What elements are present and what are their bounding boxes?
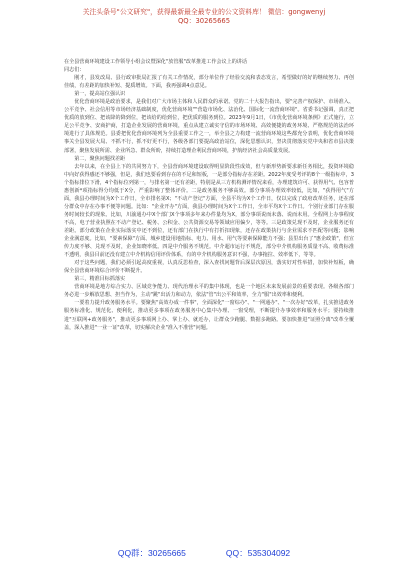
footer-qq-group: QQ群：30265665 (117, 548, 186, 558)
paragraph-section-2: 去年以来，在全县上下的共同努力下，全县营商环境建设取得明显阶段性成效，但与新形势新要求新任务相比，投资环境稳中向好获得感还不够强，但是，我们也要看到存在的不足和短板，一是部分指标存在差距。2022年度受考评的8个一级指标中，3个指标排位下滑，4个指标位列第一，与排名第一还有差距，特别是从三方机构测评情况来看，办理建筑许可、获得用气、包容普惠创新*项指标得分均低于X分，严重影响了整体评价。二是政务服务不够高效。部分事项办理效率较低，比如，"获得用气"方面，我县办理时间为X个工作日，全市排名第X；"不动产登记"方面，全县平均为X个工作日，仅以完成了政府改革任务，还在部分群众中存在办事不便等问题。比如："企业开办"方面，我县办理时间为X个工作日，全市平均X个工作日。个别行业部门存在服务时间较长的现象。比如，川渝通办中X个部门X个事项多年来办件量均为X，部分事项说而未落、说而未用。全程网上办事程度不高，电子营业执照在不动产登记、税务、公积金、公共资源交易等领域应用偏少，等等。三是政策兑现不及时，企业服务还有差距。部分政策在企业实际落实中还不到位，还有部门在执行中有打折扣现象，还存在政策执行与企业需求不匹配等问题；影响企业满意度。比如，"要素保障"方面、城乡建设用地指标、电力、用水、用气等要素保障能力不强；县里出台了"惠企政策"，但宣传力度不够、兑现不及时，企业知晓率低。四是中介服务不规范。中介超市运行不规范，部分中介机构服务质量不高、收费标准不透明，我县目前还没有建立中介机构信用评价体系，有的中介机构服务意识不强，办事拖拉、效率低下，等等。 (64, 163, 354, 259)
header-banner (0, 8, 408, 26)
greeting: 同志们： (64, 67, 85, 74)
paragraph-section-3b: 一要着力提升政务服务水平。要聚焦"高效办成一件事"，全面深化"一窗综办"、"一网通办"、"一次办好"改革，扎实推进政务服务标准化、规范化、便利化，推动更多事项在政务服务中心集中办理、一窗受理，不断提升办事效率和服务水平；要持续推进"互联网+政务服务"，推动更多事项网上办、掌上办、就近办，让群众少跑腿、数据多跑路。要加快推进"证照分离"改革全覆盖，深入推进"一业一证"改革，切实解决企业"准入不准营"问题。 (64, 300, 354, 331)
section-heading-2: 第二，聚焦问题找差距 (74, 155, 126, 162)
banner-line-1: 关注头条号"公文研究"，获得最新最全最专业的公文资料库！ 微信：gongwenyj (82, 8, 326, 16)
banner-line-2: QQ：30265665 (177, 17, 231, 25)
footer-qq: QQ：535304092 (225, 548, 291, 558)
document-body (64, 58, 354, 332)
section-heading-3: 第三，精准目标抓落实 (74, 276, 126, 283)
paragraph-section-3: 营商环境是地方综合实力、区域竞争能力、现代治理水平的集中体现，也是一个地区未来发展前景的重要表现。各级各部门务必进一步解放思想、担当作为，主动"跳"出活力和动力，依法"管"出公平和效率，全力"服"出效率和便利。 (64, 284, 354, 299)
paragraph-section-1: 优化营商环境是政治要求，是我们对广大市场主体和人民群众的承诺。党的二十大报告指出，要"完善产权保护、市场准入、公平竞争、社会信用等市场经济基础制度，优化营商环境""营造市场化、法治化、国际化一流营商环境"。省委书记强调，真正把优质的放到位、把该降的降到位，把该给的给到位，把优质的服务到位。2023年9月1日，《市优化营商环境条例》正式施行，立足公平竞争、安商护商，打造企业发展的营商环境，重点从建立诚实守信的市场环境、高效便捷的政务环境、严格规范的法治环境进行了具体规范。县委把优化营商环境列为全县重要工作之一，举全县之力构建一流营商环境这些都充分表明，优化营商环境事关全县发展大局、不抓不行，抓不好更不行，各级各部门要提高政治站位，深化思想认识，坚决贯彻落实党中央和省市县决策部署，聚焦发展所需、企业所急、群众所盼，持续打造理企利民营商环境，护航经济社会高质量发展。 (64, 99, 354, 154)
section-heading-1: 第一，提高站位强认识 (74, 91, 126, 98)
footer (0, 547, 408, 559)
paragraph-section-2b: 对于这些问题，我们必须引起高度重视，认真反思检查，深入查找问题背后深层次原因，落实好对性举措，加快补短板，确保全县营商环境综合评价不断提升。 (64, 260, 354, 275)
paragraph-intro: 刚才，县发改局、县行政审批局汇报了有关工作情况，部分单位作了经验交流和表态发言，希望做好的好的继续努力、再创佳绩，有差距的加快补短、提质增效。下面，我再强调4点意见。 (64, 75, 354, 90)
document-title: 在全县营商环境建设工作领导小组会议暨深化"放管服"改革推进工作会议上的讲话 (64, 59, 247, 65)
